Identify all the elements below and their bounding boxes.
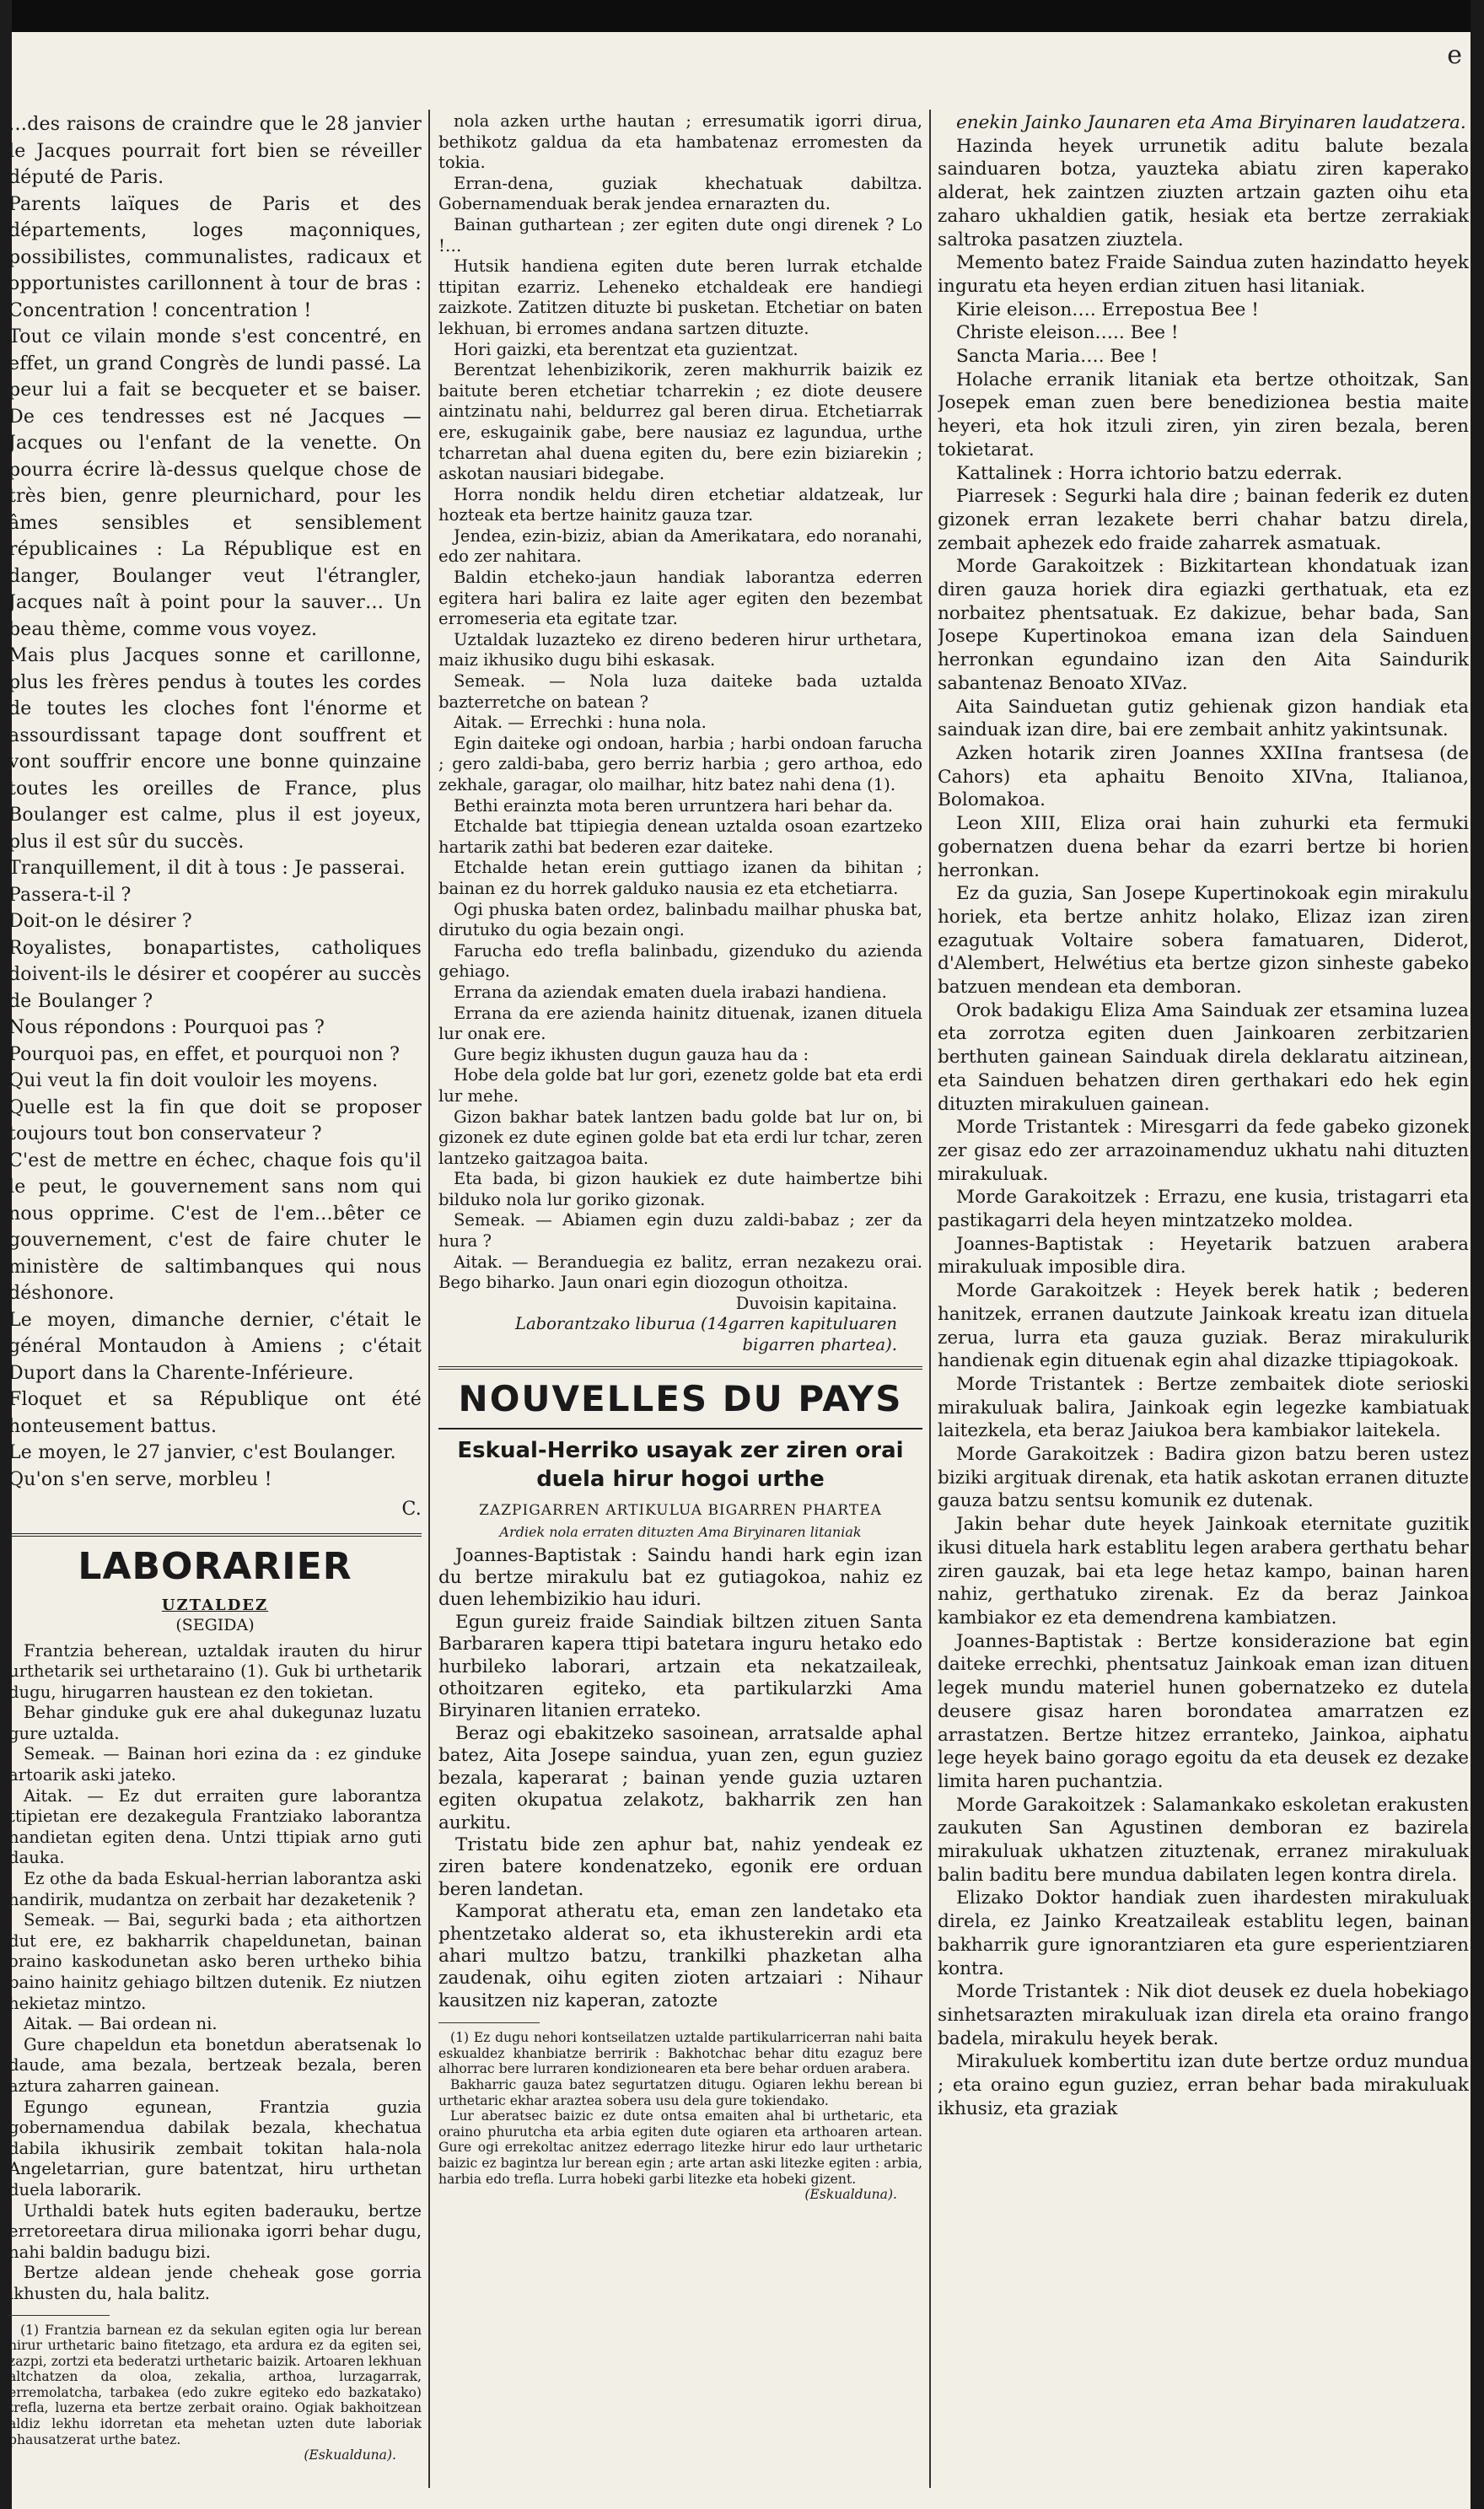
paragraph: Urthaldi batek huts egiten baderauku, bertze erretoreetara dirua milionaka igorri behar dugu, nahi baldin badugu bizi. <box>8 2200 422 2262</box>
laborarier-continuation <box>438 111 922 1356</box>
paragraph: Behar ginduke guk ere ahal dukegunaz luzatu gure uztalda. <box>8 1703 422 1743</box>
paragraph: Kattalinek : Horra ichtorio batzu ederrak. <box>956 462 1343 484</box>
paragraph: Hobe dela golde bat lur gori, ezenetz golde bat eta erdi lur mehe. <box>438 1065 922 1106</box>
paragraph: Baldin etcheko-jaun handiak laborantza ederren egitera hari balira ez laite ager egiten den bezembat erromeseria eta egitate tzar. <box>438 568 922 629</box>
paragraph: C'est de mettre en échec, chaque fois qu'il le peut, le gouvernement sans nom qui nous opprime. C'est de l'em…bêter ce gouvernement, c'est de faire chuter le ministère de saltimbanques qui nous déshonore. <box>8 1150 422 1304</box>
paragraph: Tranquillement, il dit à tous : Je passerai. <box>8 858 406 879</box>
paragraph: Berentzat lehenbizikorik, zeren makhurrik baizik ez baitute beren etchetiar tcharrekin ; ez diote deusere aintzinatu nahi, beldurrez gal beren dirua. Etchetiarrak ere, eskugainik gabe, bere nausiaz ez lagundua, urthe tcharretan ahal duena egiten du, bere ezin biziarekin ; askotan nausiari bidegabe. <box>438 360 922 484</box>
footnote-text: (1) Ez dugu nehori kontseilatzen uztalde partikularricerran nahi baita eskualdez khanbiatze berririk : Bakhotchac behar ditu ezaguz bere alhorrac bere lurraren kondizionearen eta bere behar orduen arabera. <box>438 2030 922 2077</box>
footnote <box>8 2323 422 2463</box>
paragraph: Mirakuluek kombertitu izan dute bertze orduz mundua ; eta oraino egun guziez, erran behar bada mirakuluak ikhusiz, eta graziak <box>938 2051 1469 2119</box>
paragraph: Joannes-Baptistak : Bertze konsiderazione bat egin daiteke errechki, phentsatuz Jainkoak eman izan dituen legek mundu materiel hunen gobernatzeko ez dutela deusere gisaz haren borondatea amarratzen ez arrastatzen. Bertze hitzez erranteko, Jainkoa, aiphatu lege heyek baino gorago egoitu da eta deusek ez dezake limita haren puchantzia. <box>938 1630 1469 1792</box>
paragraph: Etchalde hetan erein guttiago izanen da bihitan ; bainan ez du horrek galduko nausia ez eta etchetiarra. <box>438 858 922 898</box>
column-1 <box>8 111 422 2498</box>
paragraph: Memento batez Fraide Saindua zuten hazindatto heyek inguratu eta heyen erdian zituen hasi litaniak. <box>938 252 1469 297</box>
paragraph: Aitak. — Bai ordean ni. <box>24 2014 218 2034</box>
paragraph: Gure chapeldun eta bonetdun aberatsenak lo daude, ama bezala, bertzeak bezala, beren aztura zaharren gainean. <box>8 2034 422 2096</box>
paragraph: Semeak. — Abiamen egin duzu zaldi-babaz ; zer da hura ? <box>438 1210 922 1252</box>
paragraph: Hutsik handiena egiten dute beren lurrak etchalde ttipitan ezarriz. Leheneko etchaldeak ere handiegi zaizkote. Zatitzen dituzte bi pusketan. Etchetiar on baten lekhuan, bi erromes andana sartzen dituzte. <box>438 256 922 338</box>
paragraph: Nous répondons : Pourquoi pas ? <box>8 1017 325 1038</box>
paragraph: Jendea, ezin-biziz, abian da Amerikatara, edo noranahi, edo zer nahitara. <box>438 525 922 567</box>
paragraph: Passera-t-il ? <box>8 884 132 906</box>
paragraph: Bethi erainzta mota beren urruntzera hari behar da. <box>454 795 894 816</box>
article-title: Eskual-Herriko usayak zer ziren orai duela hirur hogoi urthe <box>457 1437 904 1492</box>
section-divider <box>438 1366 922 1370</box>
paragraph: Morde Garakoitzek : Badira gizon batzu beren ustez biziki argituak direnak, eta hatik askotan erranen dituzte gauza batzu sentsu komunik ez dutenak. <box>938 1444 1469 1512</box>
paragraph: Le moyen, dimanche dernier, c'était le général Montaudon à Amiens ; c'était Duport dans la Charente-Inférieure. <box>8 1309 422 1384</box>
article-continuation <box>938 111 1469 2120</box>
paragraph: …des raisons de craindre que le 28 janvier le Jacques pourrait fort bien se réveiller député de Paris. <box>8 114 422 188</box>
paragraph: Tout ce vilain monde s'est concentré, en effet, un grand Congrès de lundi passé. La peur lui a fait se becqueter et se baiser. De ces tendresses est né Jacques — Jacques ou l'enfant de la venette. On pourra écrire là-dessus quelque chose de très bien, genre pleurnichard, pour les âmes sensibles et sensiblement républicaines : La République est en danger, Boulanger veut l'étrangler, Jacques naît à point pour la sauver… Un beau thème, comme vous voyez. <box>8 326 422 640</box>
paragraph: Floquet et sa République ont été honteusement battus. <box>8 1389 422 1437</box>
paragraph: Morde Garakoitzek : Heyek berek hatik ; bederen hanitzek, erranen dautzute Jainkoak kreatu izan dituela zerua, lurra eta gauza guziak. Beraz mirakulurik handienak egin dituenak egin ahal dizazke ttipiagokoak. <box>938 1280 1469 1372</box>
paragraph: Hori gaizki, eta berentzat eta guzientzat. <box>454 339 798 359</box>
column-rule-1 <box>428 110 430 2488</box>
paragraph: Leon XIII, Eliza orai hain zuhurki eta fermuki gobernatzen duena behar da ezarri bertze bi horien herronkan. <box>938 813 1469 881</box>
paragraph: Qu'on s'en serve, morbleu ! <box>8 1468 272 1490</box>
paragraph: Quelle est la fin que doit se proposer toujours tout bon conservateur ? <box>8 1096 422 1144</box>
paragraph: Egin daiteke ogi ondoan, harbia ; harbi ondoan farucha ; gero zaldi-baba, gero berriz harbia ; gero arthoa, edo zekhale, garagar, olo mailhar, hitz batez nahi dena (1). <box>438 733 922 794</box>
paragraph: Kirie eleison…. Errepostua Bee ! <box>956 299 1259 320</box>
article-subtitle: ZAZPIGARREN ARTIKULUA BIGARREN PHARTEA <box>479 1501 882 1519</box>
paragraph: Semeak. — Bainan hori ezina da : ez ginduke artoarik aski jateko. <box>8 1744 422 1785</box>
paragraph: Frantzia beherean, uztaldak irauten du hirur urthetarik sei urthetaraino (1). Guk bi urthetarik dugu, hirugarren haustean ez den tokietan. <box>8 1640 422 1702</box>
paragraph: Morde Tristantek : Miresgarri da fede gabeko gizonek zer gisaz edo zer arrazoinamenduz ukhatu nahi dituzten mirakuluak. <box>938 1117 1469 1185</box>
section-heading-laborarier: LABORARIER <box>78 1544 352 1588</box>
paragraph: Egungo egunean, Frantzia guzia gobernamendua dabilak bezala, khechatua dabila ikhusirik zembait tokitan hala-nola Angeletarrian, gure batentzat, hiru urthetan duela laborarik. <box>8 2097 422 2199</box>
paragraph: Errana da aziendak ematen duela irabazi handiena. <box>454 982 887 1002</box>
footnote-text: Lur aberatsec baizic ez dute ontsa emaiten ahal bi urthetaric, eta oraino phurutcha eta arbia egiten dute ogiaren eta arthoaren artean. Gure ogi errekoltac anitzez ederrago litezke hirur edo laur urthetaric baizic ez bagintza lur berean egin ; arte artan aski litezke egiten : arbia, harbia edo trefla. Lurra hobeki garbi litezke eta hobeki gizent. <box>438 2108 922 2187</box>
paragraph: Joannes-Baptistak : Saindu handi hark egin izan du bertze mirakulu bat ez gutiagokoa, nahiz ez duen lehembizikio hau iduri. <box>438 1544 922 1611</box>
paragraph: Doit-on le désirer ? <box>8 911 192 932</box>
paragraph: Jakin behar dute heyek Jainkoak eternitate guzitik ikusi dituela hark establitu legen arabera gerthatu behar ziren gauzak, bai eta lege hetaz kampo, bainan haren nahiz, gerthatuko zirenak. Ez da beraz Jainkoa kambiakor ez eta demendrena kambiatzen. <box>938 1514 1469 1629</box>
paragraph: Parents laïques de Paris et des départements, loges maçonniques, possibilistes, communalistes, radicaux et opportunistes carillonnent à tour de bras : Concentration ! concentration ! <box>8 193 422 321</box>
paragraph: Holache erranik litaniak eta bertze othoitzak, San Josepek eman zuen bere benedizionea bestia maite heyeri, eta hok itzuli ziren, yin ziren bezala, beren tokietarat. <box>938 369 1469 460</box>
paragraph: Morde Tristantek : Bertze zembaitek diote serioski mirakuluak balira, Jainkoak egin legezke kambiatuak laitezkela, eta beraz Jaiukoa bera kambiakor laitekela. <box>938 1373 1469 1442</box>
paragraph: Qui veut la fin doit vouloir les moyens. <box>8 1070 379 1091</box>
paragraph: Etchalde bat ttipiegia denean uztalda osoan ezartzeko hartarik zathi bat bederen ezar daiteke. <box>438 816 922 857</box>
paragraph: Egun gureiz fraide Saindiak biltzen zituen Santa Barbararen kapera ttipi batetara inguru hetako edo hurbileko laborari, artzain eta nekatzaileak, othoitzaren egiteko, eta partikularzki Ama Biryinaren litanien errateko. <box>438 1611 922 1722</box>
paragraph: Errana da ere azienda hainitz dituenak, izanen dituela lur onak ere. <box>438 1003 922 1044</box>
paragraph: Morde Garakoitzek : Bizkitartean khondatuak izan diren gauza horiek dira egiazki gerthatuak, eta ez norbaitez phentsatuak. Ez dakizue, behar bada, San Josepe Kupertinokoa emana izan dela Sainduen herronkan egundaino izan den Aita Saindurik sabantenaz Benoato XIVaz. <box>938 556 1469 694</box>
footnote-rule <box>8 2315 110 2316</box>
paragraph: Aitak. — Beranduegia ez balitz, erran nezakezu orai. Bego biharko. Jaun onari egin diozogun othoitza. <box>438 1252 922 1293</box>
paragraph: Sancta Maria…. Bee ! <box>956 346 1159 368</box>
footnote <box>438 2030 922 2203</box>
paragraph: Morde Tristantek : Nik diot deusek ez duela hobekiago sinhetsarazten mirakuluak izan direla eta oraino frango badela, mirakulu heyek berak. <box>938 1981 1469 2049</box>
paragraph: Mais plus Jacques sonne et carillonne, plus les frères pendus à toutes les cordes de toutes les cloches font l'énorme et assourdissant tapage dont souffrent et vont souffrir encore une bonne quinzaine toutes les oreilles de France, plus Boulanger est calme, plus il est joyeux, plus il est sûr du succès. <box>8 645 422 853</box>
page-number: e <box>1447 40 1462 70</box>
paragraph: Tristatu bide zen aphur bat, nahiz yendeak ez ziren batere kondenatzeko, egonik ere orduan beren landetan. <box>438 1833 922 1900</box>
paragraph: Le moyen, le 27 janvier, c'est Boulanger. <box>8 1442 396 1463</box>
paragraph: Hazinda heyek urrunetik aditu balute bezala sainduaren botza, yauzteka abiatu ziren kaperako alderat, hek zaintzen ziuzten artzain gazten oihu eta zaharo ukhaldien gatik, hesiak eta bertze zerrakiak saltroka pasatzen ziuztela. <box>938 135 1469 250</box>
column-2 <box>438 111 922 2498</box>
footnote-source: (Eskualduna). <box>304 2447 396 2463</box>
heading-rule <box>438 1428 922 1429</box>
paragraph: Gizon bakhar batek lantzen badu golde bat lur on, bi gizonek ez dute eginen golde bat eta erdi lur tchar, zeren lantzeko gaitzagoa baita. <box>438 1106 922 1168</box>
paragraph: Morde Garakoitzek : Salamankako eskoletan erakusten zaukuten San Agustinen demboran ez bazirela mirakuluak ukhatzen zituztenak, erranez mirakuluak balin baditu bere mundua dabilaten legen kontra direla. <box>938 1794 1469 1886</box>
paragraph: Pourquoi pas, en effet, et pourquoi non ? <box>8 1043 401 1065</box>
paragraph: Bainan guthartean ; zer egiten dute ongi direnek ? Lo !… <box>438 214 922 256</box>
laborarier-article <box>8 1641 422 2305</box>
footnote-rule <box>438 2022 540 2023</box>
section-heading-nouvelles: NOUVELLES DU PAYS <box>458 1377 903 1419</box>
paragraph: Semeak. — Nola luza daiteke bada uztalda bazterretche on batean ? <box>438 671 922 712</box>
paragraph: Beraz ogi ebakitzeko sasoinean, arratsalde aphal batez, Aita Josepe saindua, yuan zen, egun guziez bezala, kaperarat ; bainan yende guzia uztaren egiten okupatua zelakotz, bakharrik zen han aurkitu. <box>438 1722 922 1833</box>
page-right-border <box>1471 0 1484 2509</box>
paragraph: Royalistes, bonapartistes, catholiques doivent-ils le désirer et coopérer au succès de Boulanger ? <box>8 937 422 1012</box>
paragraph: Farucha edo trefla balinbadu, gizenduko du azienda gehiago. <box>438 940 922 982</box>
paragraph: Bertze aldean jende cheheak gose gorria ikhusten du, hala balitz. <box>8 2263 422 2303</box>
paragraph: Azken hotarik ziren Joannes XXIIna frantsesa (de Cahors) eta aphaitu Benoito XIVna, Italianoa, Bolomakoa. <box>938 742 1469 811</box>
article-body <box>438 1545 922 2013</box>
column-rule-2 <box>929 110 931 2488</box>
paragraph: Ez da guzia, San Josepe Kupertinokoak egin mirakulu horiek, eta bertze anhitz holako, Elizaz izan ziren ezagutuak Voltaire sobera famatuaren, Diderot, d'Alembert, Helwétius eta bertze gizon sinheste gabeko batzuen mendean eta demboran. <box>938 883 1469 999</box>
footnote-text: (1) Frantzia barnean ez da sekulan egiten ogia lur berean hirur urthetaric baino fitetzago, eta ardura ez da egiten sei, zazpi, zortzi eta bederatzi urthetaric baizik. Artoaren lekhuan altchatzen da oloa, zekalia, arthoa, lurzagarrak, erremolatcha, tarbakea (edo zukre egiteko edo bazkatako) trefla, luzerna eta bertze zerbait oraino. Ogiak bakhoitzean aldiz lekhu idorretan eta mehetan uzten dute laboriak phausatzerat urthe batez. <box>8 2322 422 2447</box>
paragraph: Aitak. — Errechki : huna nola. <box>454 713 707 733</box>
paragraph: Aita Sainduetan gutiz gehienak gizon handiak eta sainduak izan dire, bai ere zembait anhitz yakintsunak. <box>938 696 1469 741</box>
article-section-title: Ardiek nola erraten dituzten Ama Biryinaren litaniak <box>499 1523 862 1540</box>
paragraph: Ez othe da bada Eskual-herrian laborantza aski handirik, mudantza on zerbait har dezaketenik ? <box>8 1869 422 1909</box>
column-3 <box>938 111 1469 2498</box>
paragraph: Semeak. — Bai, segurki bada ; eta aithortzen dut ere, ez bakharrik chapeldunetan, bainan oraino kaskodunetan asko beren urtheko bihia baino hainitz gehiago biltzen dutenik. Ez niutzen hekietaz mintzo. <box>8 1910 422 2013</box>
paragraph: Aitak. — Ez dut erraiten gure laborantza ttipietan ere dezakegula Frantziako laborantza handietan egiten dena. Untzi ttipiak arno guti dauka. <box>8 1785 422 1868</box>
paragraph: Piarresek : Segurki hala dire ; bainan federik ez duten gizonek erran lezakete berri chahar batzu direla, zembait aphezek edo fraide zaharrek asmatuak. <box>938 486 1469 554</box>
paragraph: Orok badakigu Eliza Ama Sainduak zer etsamina luzea eta zorrotza egiten duen Jainkoaren zerbitzarien berthuten gainean Sainduak direla deklaratu aitzinean, eta Sainduen behatzen diren gerthakari edo hek egin dituzten mirakuluen gainean. <box>938 999 1469 1115</box>
paragraph: Erran-dena, guziak khechatuak dabiltza. Gobernamenduak berak jendea ernarazten du. <box>438 173 922 214</box>
paragraph: Morde Garakoitzek : Errazu, ene kusia, tristagarri eta pastikagarri dela heyen mintzatzeko moldea. <box>938 1187 1469 1232</box>
paragraph: enekin Jainko Jaunaren eta Ama Biryinaren laudatzera. <box>956 112 1466 133</box>
paragraph: Joannes-Baptistak : Heyetarik batzuen arabera mirakuluak imposible dira. <box>938 1233 1469 1279</box>
subheading-segida: (SEGIDA) <box>175 1615 255 1634</box>
footnote-text: Bakharric gauza batez segurtatzen ditugu. Ogiaren lekhu berean bi urthetaric ekhar araztea sobera usu dela gure tokiendako. <box>438 2076 922 2108</box>
section-divider <box>8 1533 422 1537</box>
paragraph: Uztaldak luzazteko ez direno bederen hirur urthetara, maiz ikhusiko dugu bihi eskasak. <box>438 629 922 670</box>
paragraph: Elizako Doktor handiak zuen ihardesten mirakuluak direla, ez Jainko Kreatzaileak establitu legen, bainan bakharrik gure ignorantziaren eta gure esperientziaren kontra. <box>938 1887 1469 1979</box>
paragraph: Christe eleison….. Bee ! <box>956 322 1179 344</box>
author-signature: Duvoisin kapitaina. <box>735 1293 897 1313</box>
subheading-uztaldez: UZTALDEZ <box>161 1596 269 1614</box>
footnote-source: (Eskualduna). <box>804 2187 897 2203</box>
paragraph: Ogi phuska baten ordez, balinbadu mailhar phuska bat, dirutuko du ogia bezain ongi. <box>438 899 922 940</box>
paragraph: Horra nondik heldu diren etchetiar aldatzeak, lur hozteak eta bertze hainitz gauza tzar. <box>438 484 922 525</box>
political-article <box>8 111 422 1523</box>
article-signature: C. <box>401 1499 422 1520</box>
paragraph: nola azken urthe hautan ; erresumatik igorri dirua, bethikotz galdua da eta hambatenaz erromesten da tokia. <box>438 111 922 173</box>
source-citation: Laborantzako liburua (14garren kapituluaren bigarren phartea). <box>514 1314 897 1355</box>
page-top-border <box>0 0 1484 32</box>
paragraph: Eta bada, bi gizon haukiek ez dute haimbertze bihi bilduko nola lur goriko gizonak. <box>438 1169 922 1209</box>
paragraph: Kamporat atheratu eta, eman zen landetako eta phentzetako alderat so, eta ikhusterekin ardi eta ahari multzo batzu, trankilki phazketan alha zaudenak, oihu egiten zioten artzaiari : Nihaur kausitzen niz kaperan, zatozte <box>438 1901 922 2011</box>
paragraph: Gure begiz ikhusten dugun gauza hau da : <box>454 1044 809 1064</box>
